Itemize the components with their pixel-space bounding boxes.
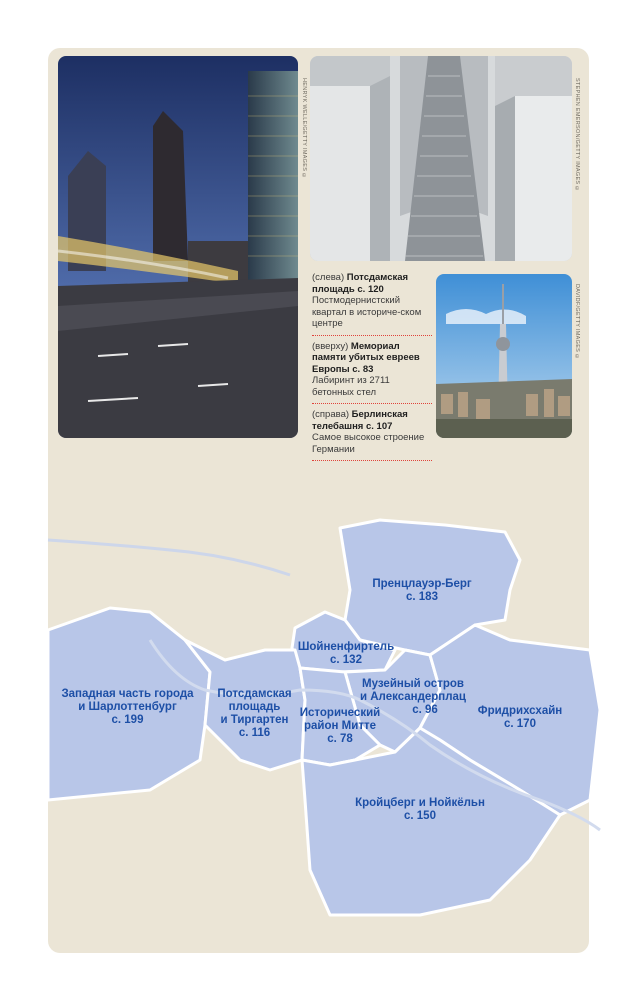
caption-title: Берлинская телебашня с. 107 <box>312 409 408 432</box>
label-scheunenviertel <box>286 641 406 667</box>
district-name-2: и Александерплац <box>359 691 467 703</box>
credit-tv-tower: DAVIDF/GETTY IMAGES © <box>574 284 580 361</box>
district-page: с. 78 <box>327 733 353 745</box>
caption-tv-tower <box>312 409 432 461</box>
district-name-2: площадь <box>228 701 281 713</box>
district-page: с. 116 <box>238 727 271 739</box>
label-potsdamer <box>207 688 302 740</box>
caption-prefix: (справа) <box>312 409 350 420</box>
caption-potsdamer <box>312 272 432 336</box>
caption-title: Мемориал памяти убитых евреев Европы с. 83 <box>312 340 420 375</box>
photo-captions <box>312 272 432 466</box>
credit-memorial: STEPHEN EMERSON/GETTY IMAGES © <box>574 78 580 193</box>
district-name-3: и Тиргартен <box>220 714 289 726</box>
district-name-2: район Митте <box>304 720 376 732</box>
district-page: с. 150 <box>404 810 436 822</box>
district-name: Кройцберг и Нойкёльн <box>355 797 485 809</box>
district-name-1: Музейный остров <box>362 678 464 690</box>
district-name-2: и Шарлоттенбург <box>78 701 177 713</box>
caption-memorial <box>312 341 432 405</box>
label-kreuzberg <box>340 797 500 823</box>
credit-potsdamer: HENRYK WELLE/GETTY IMAGES © <box>301 78 307 180</box>
district-page: с. 96 <box>412 704 438 716</box>
photo-tv-tower <box>436 274 572 438</box>
tv-tower-image <box>436 274 572 438</box>
label-west <box>50 688 205 727</box>
district-page: с. 132 <box>330 654 362 666</box>
district-page: с. 170 <box>504 718 536 730</box>
photo-holocaust-memorial <box>310 56 572 261</box>
district-name: Пренцлауэр-Берг <box>372 578 472 590</box>
caption-title: Потсдамская площадь с. 120 <box>312 272 409 295</box>
district-page: с. 199 <box>111 714 144 726</box>
district-name-1: Западная часть города <box>61 688 194 700</box>
district-page: с. 183 <box>406 591 438 603</box>
caption-desc: Лабиринт из 2711 бетонных стел <box>312 375 390 398</box>
photo-potsdamer-platz <box>58 56 298 438</box>
label-mitte <box>290 707 390 746</box>
district-name-1: Исторический <box>299 707 381 719</box>
potsdamer-platz-image <box>58 56 298 438</box>
caption-desc: Постмодернистский квартал в историче-ском центре <box>312 295 422 329</box>
district-name: Фридрихсхайн <box>477 705 563 717</box>
district-name-1: Потсдамская <box>217 688 292 700</box>
caption-prefix: (слева) <box>312 272 345 283</box>
caption-desc: Самое высокое строение Германии <box>312 432 425 455</box>
district-name: Шойненфиртель <box>297 641 395 653</box>
caption-prefix: (вверху) <box>312 340 349 352</box>
label-prenzlauer-berg <box>362 578 482 604</box>
memorial-image <box>310 56 572 261</box>
label-friedrichshain <box>465 705 575 731</box>
